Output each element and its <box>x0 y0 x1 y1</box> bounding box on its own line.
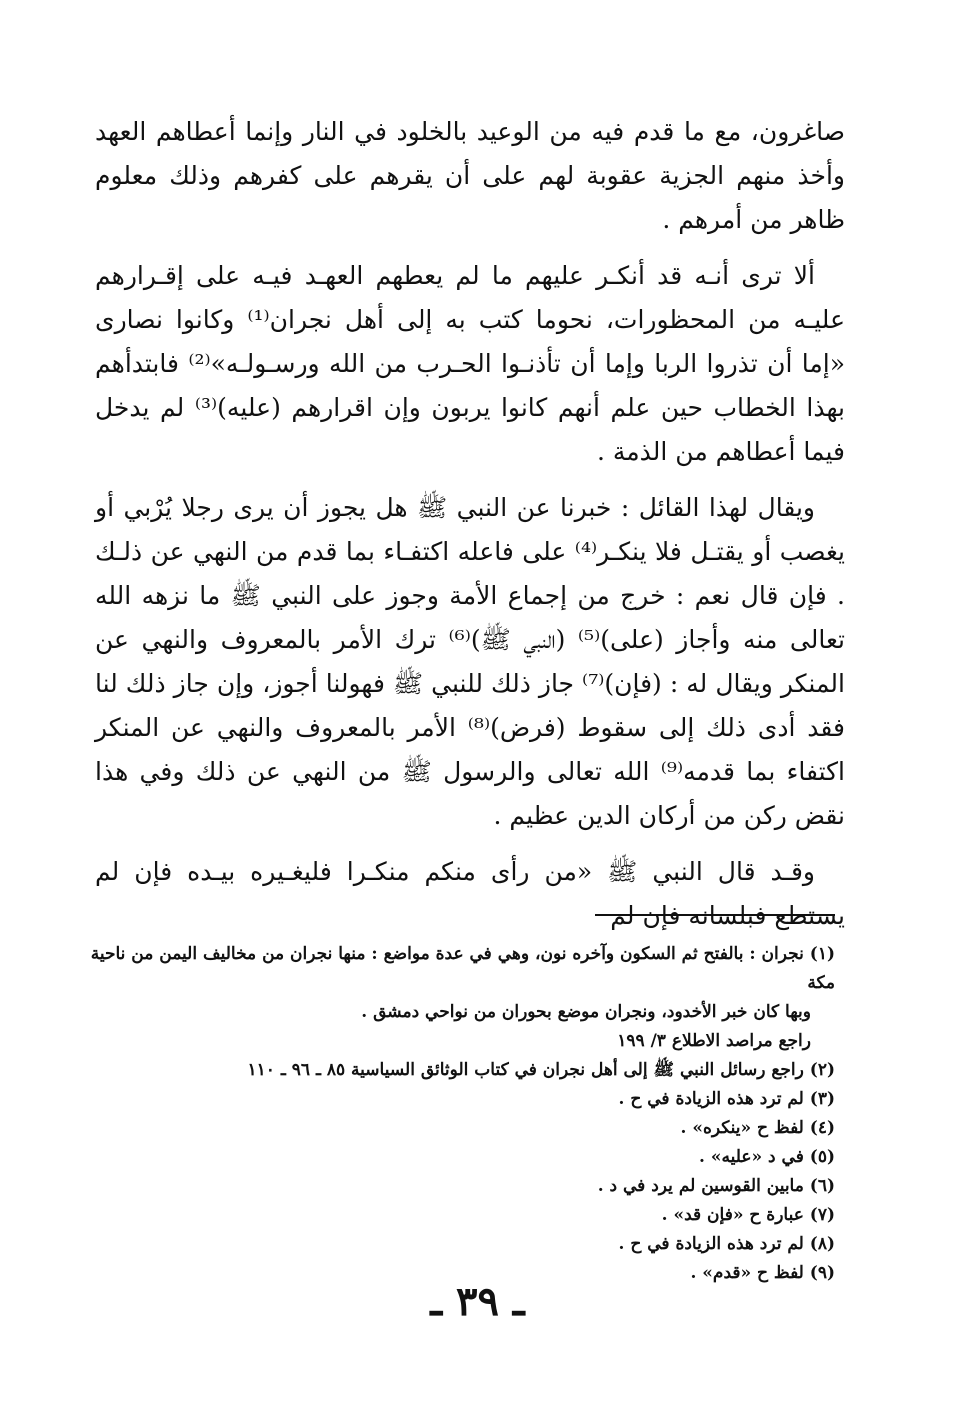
footnote-9: (٩) لفظ ح «قدم» . <box>690 1263 835 1283</box>
main-text <box>95 110 845 938</box>
footnote-6: (٦) مابين القوسين لم يرد في د . <box>597 1176 835 1196</box>
footnote-8: (٨) لم ترد هذه الزيادة في ح . <box>618 1234 835 1254</box>
footnote-1: (١) نجران : بالفتح ثم السكون وآخره نون، وهي في عدة مواضع : منها نجران من مخاليف اليمن من ناحية مكة <box>90 944 835 993</box>
footnote-3: (٣) لم ترد هذه الزيادة في ح . <box>618 1089 835 1109</box>
footnote-1-continued: وبها كان خبر الأخدود، ونجران موضع بحوران من نواحي دمشق . <box>361 1002 811 1022</box>
paragraph-3: ويقال لهذا القائل : خبرنا عن النبي ﷺ هل يجوز أن يرى رجلا يُرْبي أو يغصب أو يقتـل فلا ينكـر⁽⁴⁾ على فاعله اكتفـاء بما قدم من النهي عن ذلـك . فإن قال نعم : خرج من إجماع الأمة وجوز على النبي ﷺ ما نزهه الله تعالى منه وأجاز (على)⁽⁵⁾ (النبي ﷺ)⁽⁶⁾ ترك الأمر بالمعروف والنهي عن المنكر ويقال له : (فإن)⁽⁷⁾ جاز ذلك للنبي ﷺ فهولنا أجوز، وإن جاز ذلك لنا فقد أدى ذلك إلى سقوط (فرض)⁽⁸⁾ الأمر بالمعروف والنهي عن المنكر اكتفاء بما قدمه⁽⁹⁾ الله تعالى والرسول ﷺ من النهي عن ذلك وفي هذا نقض ركن من أركان الدين عظيم . <box>95 493 846 830</box>
footnote-7: (٧) عبارة ح «فإن قد» . <box>661 1205 835 1225</box>
footnotes <box>75 940 835 1288</box>
footnote-1-reference: راجع مراصد الاطلاع ٣/ ١٩٩ <box>617 1031 811 1051</box>
paragraph-4: وقـد قال النبي ﷺ «من رأى منكم منكـرا فليغـيره بيـده فإن لم يستطع فبلسانه فإن لم <box>95 857 845 930</box>
footnote-separator <box>595 914 835 916</box>
paragraph-2: ألا ترى أنـه قد أنكـر عليهم ما لم يعطهم العهـد فيـه على إقـرارهم عليـه من المحظورات، نحوما كتب به إلى أهل نجران⁽¹⁾ وكانوا نصارى «إما أن تذروا الربا وإما أن تأذنـوا الحـرب من الله ورسـولـه»⁽²⁾ فابتدأهم بهذا الخطاب حين علم أنهم كانوا يربون وإن اقرارهم (عليه)⁽³⁾ لم يدخل فيما أعطاهم من الذمة . <box>95 261 845 466</box>
footnote-5: (٥) في د «عليه» . <box>699 1147 835 1167</box>
paragraph-1: صاغرون، مع ما قدم فيه من الوعيد بالخلود في النار وإنما أعطاهم العهد وأخذ منهم الجزية عقوبة لهم على أن يقرهم على كفرهم وذلك معلوم ظاهر من أمرهم . <box>95 117 845 234</box>
page-number: ـ ٣٩ ـ <box>430 1278 525 1325</box>
footnote-2: (٢) راجع رسائل النبي ﷺ إلى أهل نجران في كتاب الوثائق السياسية ٨٥ ـ ٩٦ ـ ١١٠ <box>247 1060 835 1080</box>
footnote-4: (٤) لفظ ح «ينكره» . <box>680 1118 835 1138</box>
